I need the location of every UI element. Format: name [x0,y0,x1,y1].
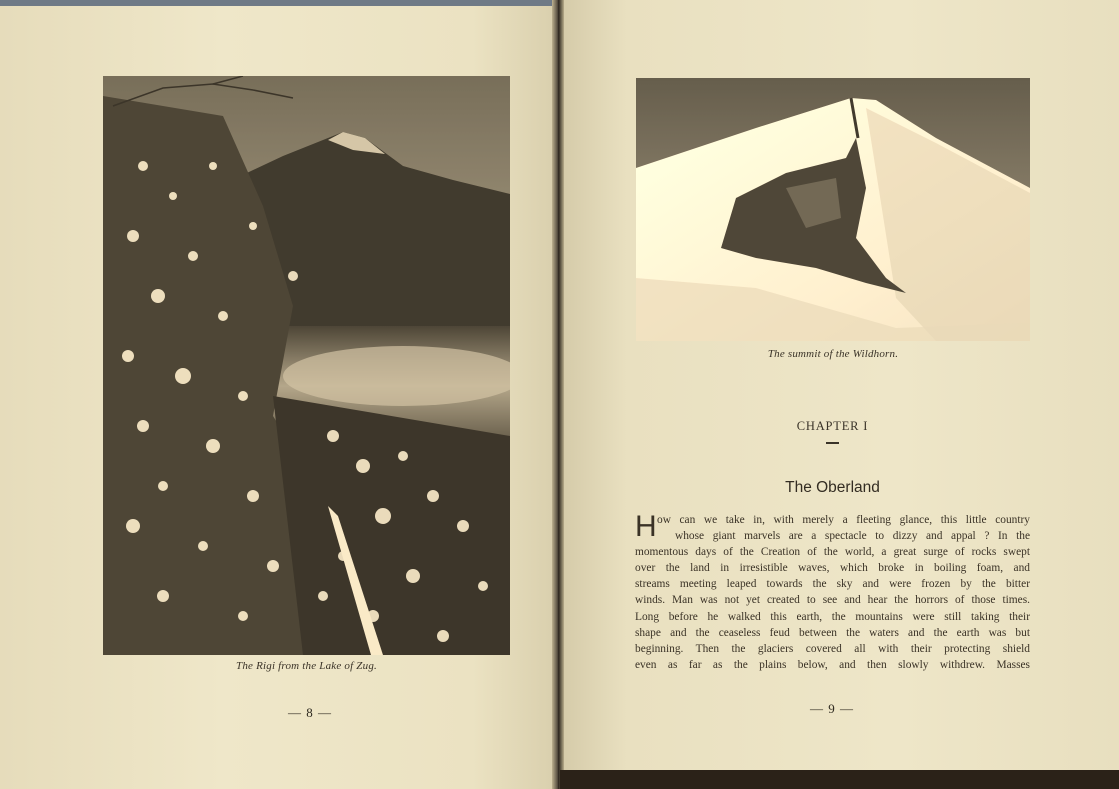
body-line: whose giant marvels are a spectacle to dizzy and appal ? In the [675,530,1030,543]
opening-paragraph [635,512,1030,673]
body-line: Long before he walked this earth, the mountains were still taking their [635,610,1030,623]
body-line: streams meeting leaped towards the sky and were frozen by the bitter [635,578,1030,591]
body-line: over the land in irresistible waves, which broke in boiling foam, and [635,562,1030,575]
wildhorn-caption: The summit of the Wildhorn. [767,348,899,360]
body-line: beginning. Then the glaciers covered all with their protecting shield [635,642,1030,655]
book-gutter [552,0,564,789]
body-line: momentous days of the Creation of the world, a great surge of rocks swept [635,546,1030,559]
chapter-body [635,512,1030,673]
wildhorn-photo [636,78,1030,341]
page-number-left: — 8 — [288,705,332,720]
rigi-caption: The Rigi from the Lake of Zug. [236,660,377,672]
chapter-label: CHAPTER I [796,419,869,433]
rigi-photo [103,76,510,655]
drop-cap: H [635,510,657,543]
body-line: even as far as the plains below, and then slowly withdrew. Masses [635,658,1030,671]
body-line: winds. Man was not yet created to see and hear the horrors of those times. [635,594,1030,607]
chapter-rule [826,442,839,444]
chapter-title: The Oberland [785,479,880,496]
body-line: shape and the ceaseless feud between the waters and the earth was but [635,626,1030,639]
cover-edge [560,770,1119,789]
body-line: ow can we take in, with merely a fleeting glance, this little country [657,514,1030,526]
page-number-right: — 9 — [810,701,854,716]
